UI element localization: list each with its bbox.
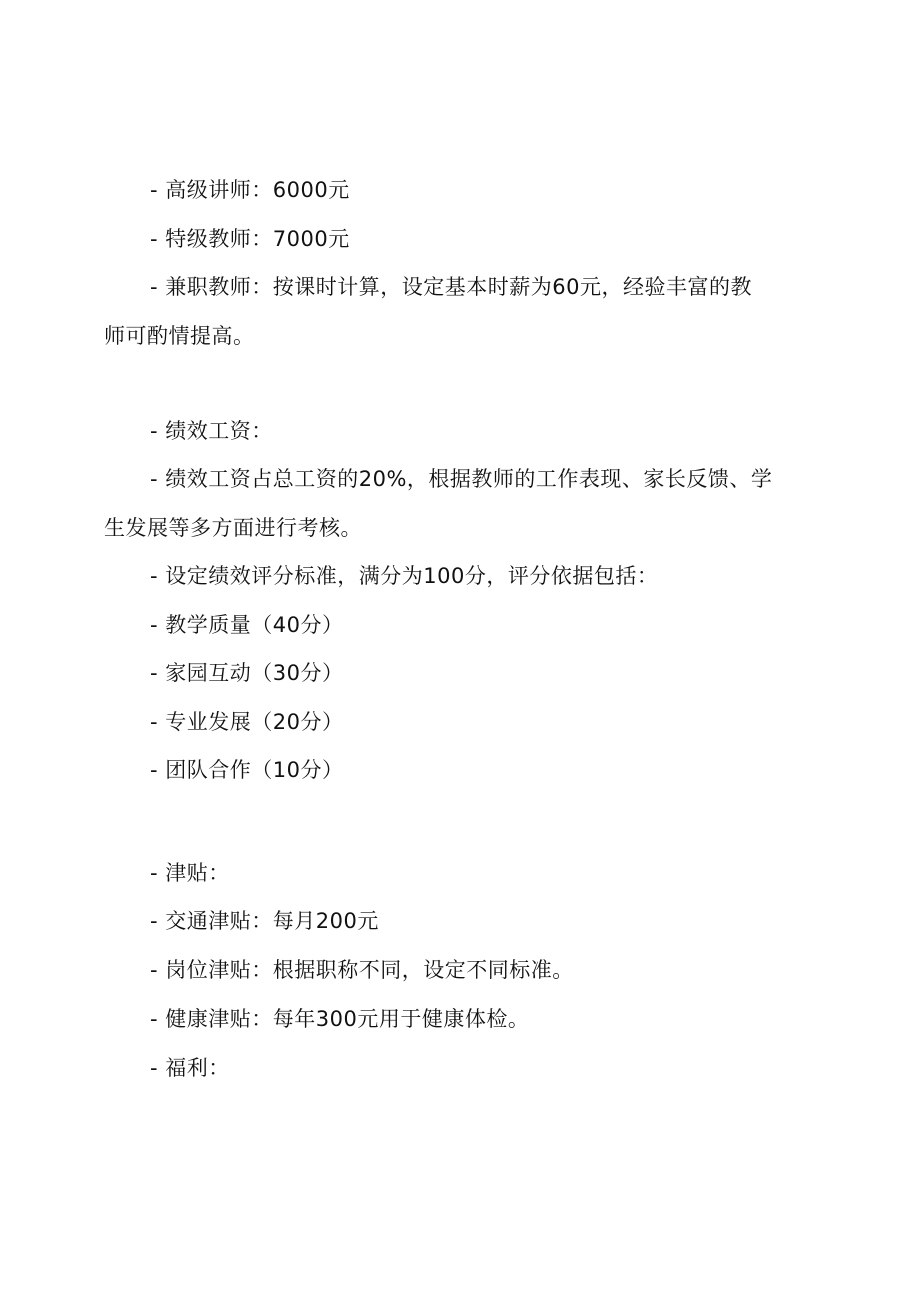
performance-pay-heading: - 绩效工资： (150, 419, 273, 443)
salary-part-time-line2: 师可酌情提高。 (104, 324, 255, 348)
allowance-heading: - 津贴： (150, 861, 230, 885)
score-teamwork: - 团队合作（10分） (150, 758, 344, 782)
performance-pay-line2: 生发展等多方面进行考核。 (104, 516, 362, 540)
salary-part-time-line1: - 兼职教师：按课时计算，设定基本时薪为60元，经验丰富的教 (150, 275, 752, 299)
allowance-transport: - 交通津贴：每月200元 (150, 909, 379, 933)
benefits-heading: - 福利： (150, 1056, 230, 1080)
allowance-position: - 岗位津贴：根据职称不同，设定不同标准。 (150, 958, 574, 982)
allowance-health: - 健康津贴：每年300元用于健康体检。 (150, 1007, 530, 1031)
score-home-school-interaction: - 家园互动（30分） (150, 661, 344, 685)
score-teaching-quality: - 教学质量（40分） (150, 613, 344, 637)
score-professional-development: - 专业发展（20分） (150, 710, 344, 734)
scoring-standard: - 设定绩效评分标准，满分为100分，评分依据包括： (150, 564, 659, 588)
performance-pay-line1: - 绩效工资占总工资的20%，根据教师的工作表现、家长反馈、学 (150, 467, 773, 491)
salary-special-teacher: - 特级教师：7000元 (150, 227, 350, 251)
salary-senior-lecturer: - 高级讲师：6000元 (150, 178, 350, 202)
